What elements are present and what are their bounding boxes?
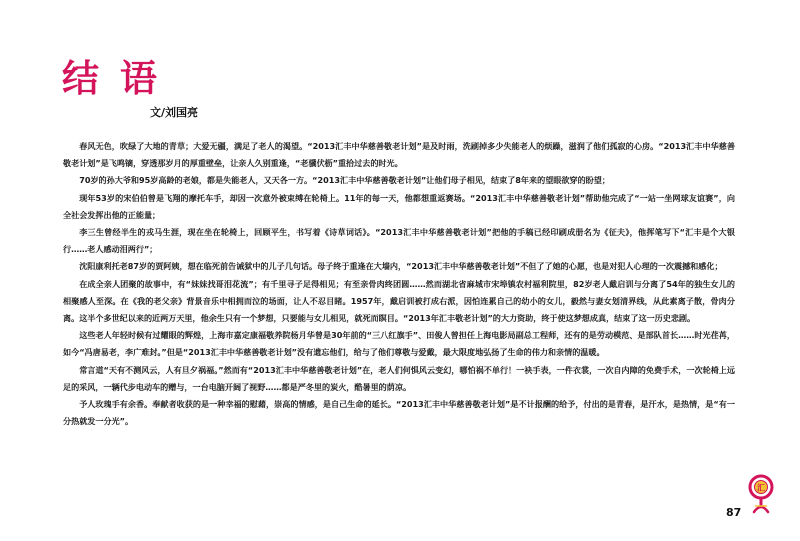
article-title: 结 语 — [62, 57, 161, 100]
article-paragraph: 沈阳康利托老87岁的贾阿姨，想在临死前告诫狱中的儿子几句话。母子终于重逢在大墙内，“2013汇丰中华慈善敬老计划”不但了了她的心愿，也是对犯人心理的一次震撼和感化； — [79, 261, 723, 272]
article-paragraph: 予人玫瑰手有余香。奉献者收获的是一种幸福的慰藉，崇高的情感，是自己生命的延长。“2013汇丰中华慈善敬老计划”是不计报酬的给予，付出的是青春，是汗水，是热情，是“有一分热就发一分光”。 — [63, 399, 735, 427]
article-paragraph: 现年53岁的宋伯伯曾是飞翔的摩托车手，却因一次意外被束缚在轮椅上。11年的每一天，他都想重返赛场。“2013汇丰中华慈善敬老计划”帮助他完成了“一站一坐网球友谊赛”，向全社会发挥出他的正能量； — [63, 192, 735, 220]
article-paragraph: 春风无色，吹绿了大地的青草；大爱无疆，满足了老人的渴望。“2013汇丰中华慈善敬老计划”是及时雨，洗刷掉多少失能老人的烦躁，滋润了他们孤寂的心房。“2013汇丰中华慈善敬老计划”是飞鸣镝，穿透那岁月的厚重壁垒，让亲人久别重逢，“老骥伏枥”重拾过去的时光。 — [63, 141, 735, 169]
article-paragraph: 这些老人年轻时候有过耀眼的辉煌，上海市嘉定康福敬养院杨月华曾是30年前的“三八红旗手”、田俊人曾担任上海电影局副总工程师，还有的是劳动模范、是部队首长……时光荏苒，如今“冯唐易老，李广难封。”但是“2013汇丰中华慈善敬老计划”没有遗忘他们，给与了他们尊敬与爱戴，最大限度地弘扬了生命的伟力和亲情的温暖。 — [63, 330, 735, 358]
article-paragraph: 70岁的孙大爷和95岁高龄的老娘，都是失能老人，又天各一方。“2013汇丰中华慈善敬老计划”让他们母子相见，结束了8年来的望眼欲穿的盼望； — [79, 175, 610, 186]
page-number: 87 — [726, 506, 742, 519]
article-paragraph: 李三生曾经半生的戎马生涯，现在坐在轮椅上，回顾平生，书写着《诗草词话》。“2013汇丰中华慈善敬老计划”把他的手稿已经印刷成册名为《征夫》，他挥笔写下“汇丰是个大银行……老人感动泪两行”； — [63, 227, 735, 255]
logo-glyph: 汇 — [757, 483, 765, 493]
article-paragraph: 常言道“天有不测风云，人有旦夕祸福。”然而有“2013汇丰中华慈善敬老计划”在，老人们何惧风云变幻，哪怕祸不单行！一袂手表，一件衣裳，一次自内障的免费手术，一次轮椅上远足的采风，一辆代步电动车的赠与，一台电脑开阔了视野……都是严冬里的炭火，酷暑里的荫凉。 — [63, 364, 735, 392]
charity-emblem-icon — [742, 472, 780, 516]
article-paragraph: 在成全亲人团聚的故事中，有“妹妹找哥泪花流”；有千里寻子足得相见；有至亲骨肉终团圆……然而湖北省麻城市宋埠镇农村福利院里，82岁老人戴启训与分离了54年的独生女儿的相聚感人至深。在《我的老父亲》背景音乐中相拥而泣的场面，让人不忍目睹。1957年，戴启训被打成右派，因怕连累自己的幼小的女儿，毅然与妻女划清界线，从此素离子散，骨肉分离。这半个多世纪以来的近两万天里，他余生只有一个梦想，只要能与女儿相见，就死而瞑目。“2013年汇丰敬老计划”的大力资助，终于使这梦想成真，结束了这一历史悲剧。 — [63, 278, 735, 324]
article-body — [63, 138, 735, 430]
article-author: 文/刘国亮 — [150, 106, 199, 119]
